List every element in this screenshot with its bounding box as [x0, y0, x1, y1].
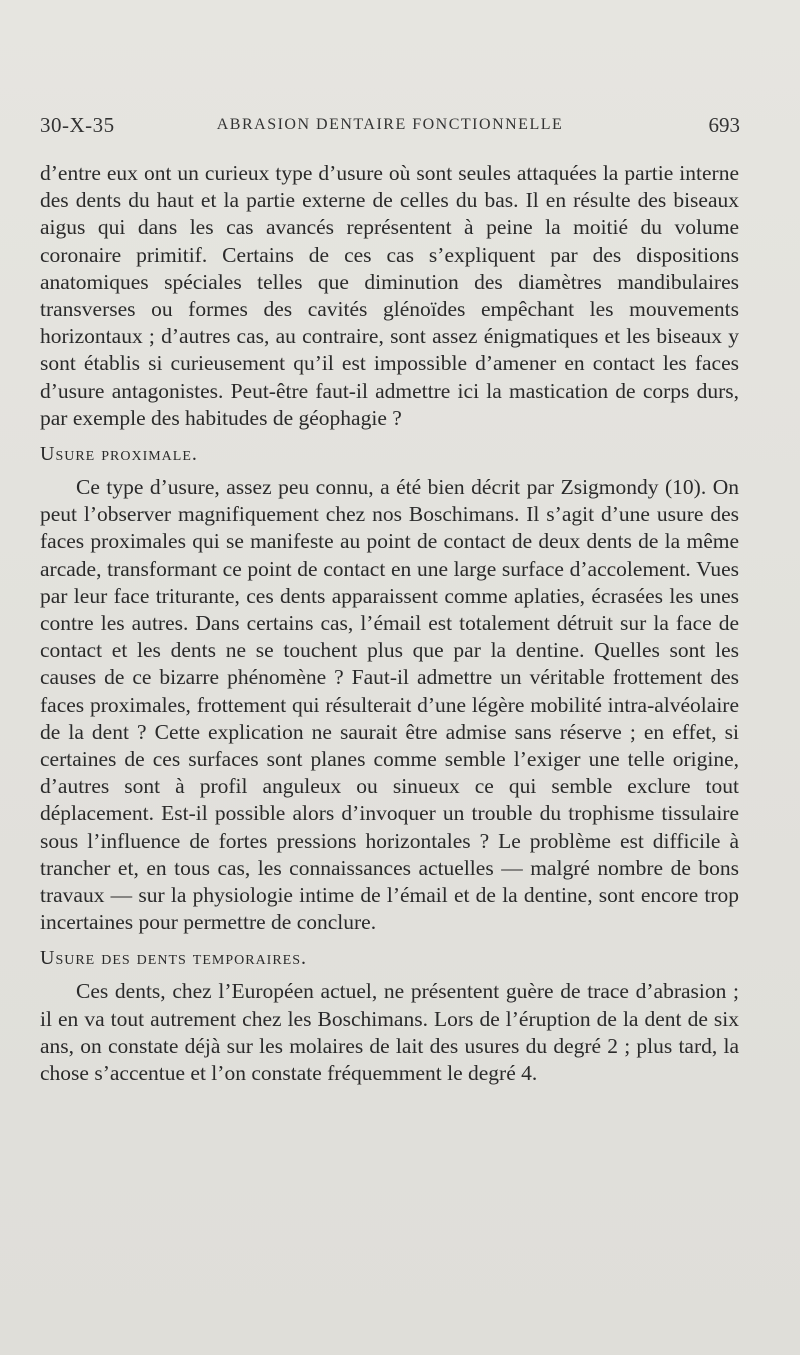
- running-title: ABRASION DENTAIRE FONCTIONNELLE: [216, 116, 564, 133]
- header-date: 30-X-35: [40, 113, 115, 137]
- section-heading-temporary-teeth: Usure des dents temporaires.: [40, 947, 308, 970]
- running-header: [40, 113, 740, 143]
- body-text: [40, 160, 739, 1087]
- paragraph-temporary-teeth: Ces dents, chez l’Européen actuel, ne présentent guère de trace d’abrasion ; il en va tout autrement chez les Boschimans. Lors de l’éruption de la dent de six ans, on constate déjà sur les molaires de lait des usures du degré 2 ; plus tard, la chose s’accentue et l’on constate fréquemment le degré 4.: [40, 979, 739, 1086]
- paragraph-continued: d’entre eux ont un curieux type d’usure où sont seules attaquées la partie interne des dents du haut et la partie externe de celles du bas. Il en résulte des biseaux aigus qui dans les cas avancés représentent à peine la moitié du volume coronaire primitif. Certains de ces cas s’expliquent par des dispositions anatomiques spéciales telles que diminution des diamètres mandibulaires transverses ou formes des cavités glénoïdes empêchant les mouvements horizontaux ; d’autres cas, au contraire, sont assez énigmatiques et les biseaux y sont établis si curieusement qu’il est impossible d’amener en contact les faces d’usure antagonistes. Peut-être faut-il admettre ici la mastication de corps durs, par exemple des habitudes de géophagie ?: [40, 161, 739, 430]
- section-heading-proximal-wear: Usure proximale.: [40, 443, 198, 466]
- page-number: 693: [708, 113, 740, 137]
- paragraph-proximal-wear: Ce type d’usure, assez peu connu, a été bien décrit par Zsigmondy (10). On peut l’observer magnifiquement chez nos Boschimans. Il s’agit d’une usure des faces proximales qui se manifeste au point de contact de deux dents de la même arcade, transformant ce point de contact en une large surface d’accolement. Vues par leur face triturante, ces dents apparaissent comme aplaties, écrasées les unes contre les autres. Dans certains cas, l’émail est totalement détruit sur la face de contact et les dents ne se touchent plus que par la dentine. Quelles sont les causes de ce bizarre phénomène ? Faut-il admettre un véritable frottement des faces proximales, frottement qui résulterait d’une légère mobilité intra-alvéolaire de la dent ? Cette explication ne saurait être admise sans réserve ; en effet, si certaines de ces surfaces sont planes comme semble l’exiger une telle origine, d’autres sont à profil anguleux ou sinueux ce qui semble exclure tout déplacement. Est-il possible alors d’invoquer un trouble du trophisme tissulaire sous l’influence de fortes pressions horizontales ? Le problème est difficile à trancher et, en tous cas, les connaissances actuelles — malgré nombre de bons travaux — sur la physiologie intime de l’émail et de la dentine, sont encore trop incertaines pour permettre de conclure.: [40, 475, 739, 935]
